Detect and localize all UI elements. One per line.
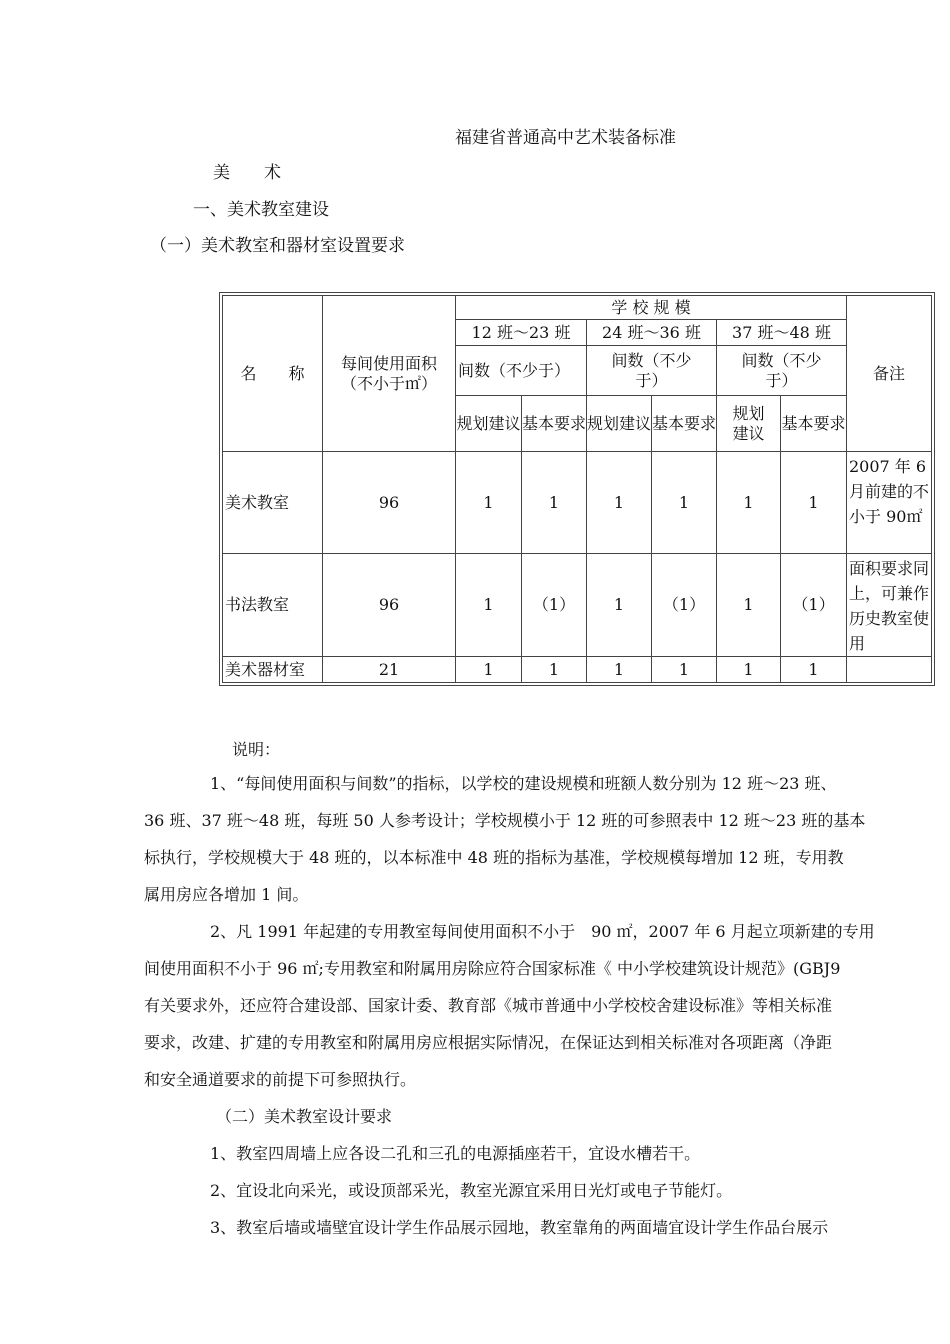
paragraph-1-line: 1、“每间使用面积与间数”的指标，以学校的建设规模和班额人数分别为 12 班～23 班、 <box>210 774 837 793</box>
row-note <box>847 657 932 683</box>
design-item: 2、宜设北向采光，或设顶部采光，教室光源宜采用日光灯或电子节能灯。 <box>210 1181 733 1200</box>
row-count: 1 <box>781 657 847 683</box>
table-row <box>223 452 932 554</box>
section-heading: 一、美术教室建设 <box>193 200 329 220</box>
row-count: （1） <box>781 554 847 657</box>
row-count: （1） <box>522 554 587 657</box>
row-name: 美术教室 <box>223 452 323 554</box>
design-item: 1、教室四周墙上应各设二孔和三孔的电源插座若干，宜设水槽若干。 <box>210 1144 701 1163</box>
header-plan-3: 规划建议 <box>717 396 781 452</box>
row-count: 1 <box>587 452 652 554</box>
paragraph-2-line: 有关要求外，还应符合建设部、国家计委、教育部《城市普通中小学校校舍建设标准》等相关标准 <box>144 996 833 1015</box>
design-item: 3、教室后墙或墙壁宜设计学生作品展示园地，教室靠角的两面墙宜设计学生作品台展示 <box>210 1218 829 1237</box>
paragraph-2-line: 2、凡 1991 年起建的专用教室每间使用面积不小于 90 ㎡，2007 年 6 月起立项新建的专用 <box>210 922 875 941</box>
header-school-scale: 学 校 规 模 <box>456 296 847 320</box>
row-note: 面积要求同上，可兼作历史教室使用 <box>847 554 932 657</box>
row-area: 96 <box>323 554 456 657</box>
header-basic-1: 基本要求 <box>522 396 587 452</box>
row-count: 1 <box>456 452 522 554</box>
row-count: 1 <box>781 452 847 554</box>
row-name: 书法教室 <box>223 554 323 657</box>
paragraph-2-line: 间使用面积不小于 96 ㎡;专用教室和附属用房除应符合国家标准《 中小学校建筑设计规范》(GBJ9 <box>144 959 841 978</box>
row-count: 1 <box>456 554 522 657</box>
header-name: 名 称 <box>223 296 323 452</box>
table-row <box>223 657 932 683</box>
paragraph-1-line: 属用房应各增加 1 间。 <box>144 885 309 904</box>
paragraph-1-line: 标执行，学校规模大于 48 班的，以本标准中 48 班的指标为基准，学校规模每增加 12 班，专用教 <box>144 848 844 867</box>
paragraph-2-line: 要求，改建、扩建的专用教室和附属用房应根据实际情况，在保证达到相关标准对各项距离（净距 <box>144 1033 833 1052</box>
row-area: 96 <box>323 452 456 554</box>
header-count-1: 间数（不少于） <box>456 346 587 396</box>
row-count: 1 <box>522 657 587 683</box>
subsection-heading-2: （二）美术教室设计要求 <box>216 1107 393 1126</box>
row-count: 1 <box>717 657 781 683</box>
header-basic-3: 基本要求 <box>781 396 847 452</box>
row-note: 2007 年 6 月前建的不小于 90㎡ <box>847 452 932 554</box>
row-name: 美术器材室 <box>223 657 323 683</box>
row-count: 1 <box>717 554 781 657</box>
header-plan-1: 规划建议 <box>456 396 522 452</box>
paragraph-2-line: 和安全通道要求的前提下可参照执行。 <box>144 1070 417 1089</box>
row-count: 1 <box>587 554 652 657</box>
header-count-2: 间数（不少于） <box>587 346 717 396</box>
header-note: 备注 <box>847 296 932 452</box>
header-count-3: 间数（不少于） <box>717 346 847 396</box>
header-scale-12-23: 12 班～23 班 <box>456 320 587 346</box>
header-plan-2: 规划建议 <box>587 396 652 452</box>
row-count: 1 <box>717 452 781 554</box>
header-scale-24-36: 24 班～36 班 <box>587 320 717 346</box>
notes-label: 说明： <box>232 740 281 759</box>
header-basic-2: 基本要求 <box>652 396 717 452</box>
header-area: 每间使用面积（不小于㎡） <box>323 296 456 452</box>
row-count: 1 <box>587 657 652 683</box>
subject-heading: 美 术 <box>213 163 281 183</box>
facility-requirements-table <box>222 295 932 683</box>
document-title: 福建省普通高中艺术装备标准 <box>455 128 676 148</box>
row-area: 21 <box>323 657 456 683</box>
subsection-heading: （一）美术教室和器材室设置要求 <box>150 236 405 256</box>
row-count: 1 <box>652 452 717 554</box>
row-count: 1 <box>652 657 717 683</box>
table-row <box>223 554 932 657</box>
row-count: 1 <box>456 657 522 683</box>
row-count: 1 <box>522 452 587 554</box>
row-count: （1） <box>652 554 717 657</box>
paragraph-1-line: 36 班、37 班～48 班，每班 50 人参考设计；学校规模小于 12 班的可参照表中 12 班～23 班的基本 <box>144 811 866 830</box>
header-scale-37-48: 37 班～48 班 <box>717 320 847 346</box>
